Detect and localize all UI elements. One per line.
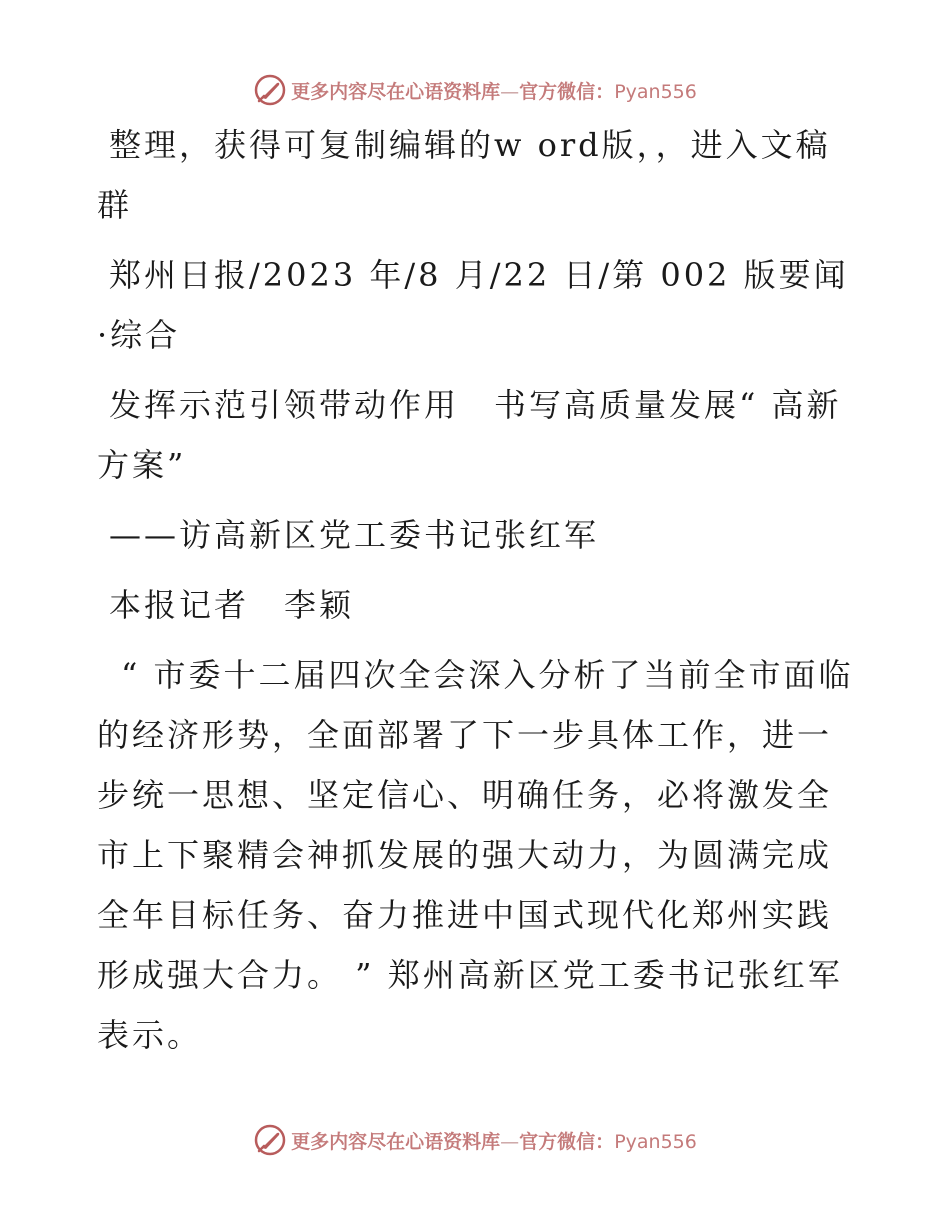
document-body [97, 115, 857, 1075]
byline: 本报记者 李颖 [109, 586, 355, 624]
watermark-official: 官方微信： [519, 1130, 615, 1153]
watermark-main: 更多内容尽在心语资料库 [291, 1130, 501, 1153]
header-watermark [0, 70, 950, 110]
watermark-wechat-id: Pyan556 [614, 80, 697, 103]
watermark-separator: — [500, 80, 520, 103]
footer-watermark [0, 1120, 950, 1160]
watermark-official: 官方微信： [519, 80, 615, 103]
intro-note: 整理，获得可复制编辑的w ord版，，进入文稿群 [97, 126, 831, 224]
watermark-text [291, 77, 697, 104]
quill-logo-icon [253, 73, 287, 107]
source-line: 郑州日报/2023 年/8 月/22 日/第 002 版要闻·综合 [97, 256, 849, 354]
quill-logo-icon [253, 1123, 287, 1157]
watermark-separator: — [500, 1130, 520, 1153]
watermark-main: 更多内容尽在心语资料库 [291, 80, 501, 103]
article-title: 发挥示范引领带动作用 书写高质量发展“ 高新方案” [97, 386, 842, 484]
watermark-wechat-id: Pyan556 [614, 1130, 697, 1153]
watermark-text [291, 1127, 697, 1154]
article-subtitle: ——访高新区党工委书记张红军 [109, 516, 600, 554]
body-paragraph: “ 市委十二届四次全会深入分析了当前全市面临的经济形势，全面部署了下一步具体工作，进一步统一思想、坚定信心、明确任务，必将激发全市上下聚精会神抓发展的强大动力，为圆满完成全年目标任务、奋力推进中国式现代化郑州实践形成强大合力。 ” 郑州高新区党工委书记张红军表示。 [97, 656, 854, 1054]
